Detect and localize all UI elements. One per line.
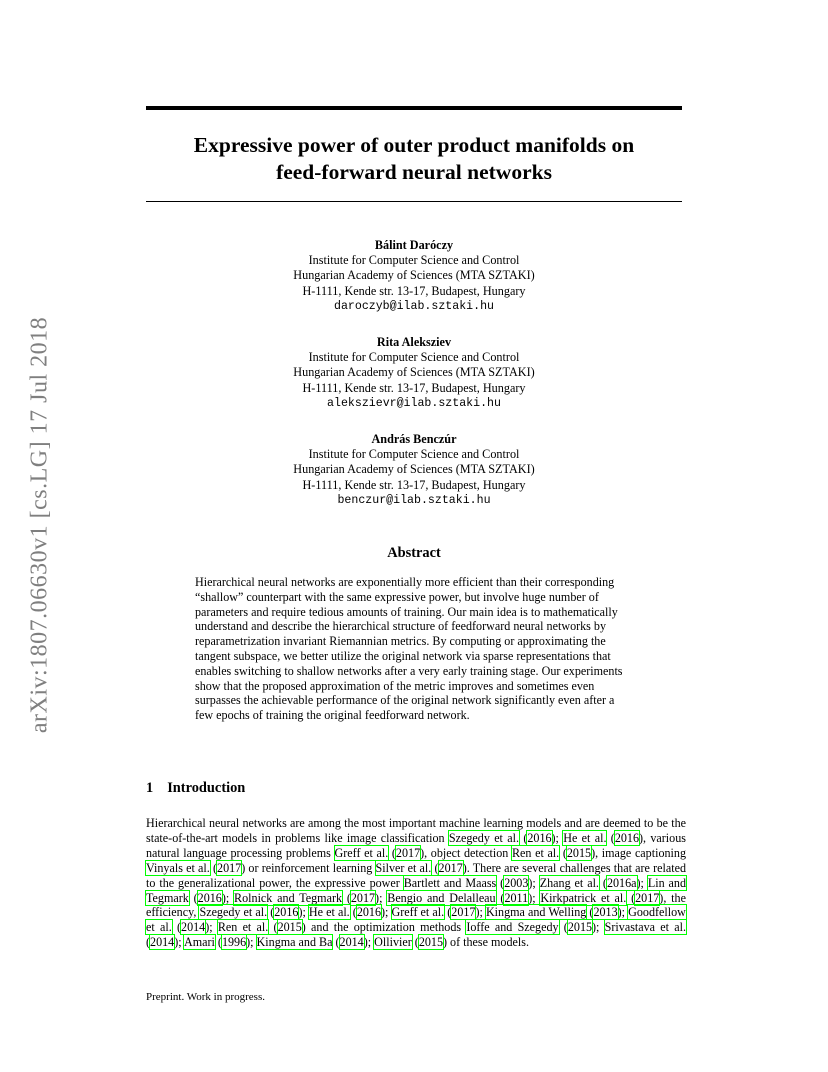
citation-link[interactable]: Greff et al. bbox=[334, 845, 389, 860]
intro-text-span: ( bbox=[349, 905, 357, 920]
citation-link[interactable]: Szegedy et al. bbox=[448, 830, 519, 845]
citation-link[interactable]: 2011 bbox=[504, 890, 529, 905]
intro-text-span: ); bbox=[636, 875, 648, 890]
author-affiliation: Hungarian Academy of Sciences (MTA SZTAKI) bbox=[293, 365, 535, 380]
intro-text-span: ), the efficiency, bbox=[146, 890, 686, 920]
intro-text-span: ), various natural language processing problems bbox=[146, 830, 686, 860]
abstract-text: Hierarchical neural networks are exponentially more efficient than their corresponding “shallow” counterpart with the same expressive power, but involve huge number of parameters and require tedious amounts of training. Our main idea is to mathematically understand and describe the hierarchical structure of feedforward neural networks by reparametrization invariant Riemannian metrics. By computing or approximating the tangent subspace, we better utilize the original network via sparse representations that enables switching to shallow networks after a very early training stage. Our experiments show that the proposed approximation of the metric improves and sometimes even surpasses the achievable performance of the original network significantly even after a few epochs of training the original feedforward network. bbox=[195, 575, 623, 723]
citation-link[interactable]: Goodfellow et al. bbox=[146, 905, 686, 935]
intro-text-span: ( bbox=[606, 830, 615, 845]
intro-text-span: ); bbox=[551, 830, 564, 845]
citation-link[interactable]: Kirkpatrick et al. bbox=[540, 890, 627, 905]
abstract-heading: Abstract bbox=[387, 545, 441, 561]
title-rule-bottom bbox=[146, 201, 682, 202]
citation-link[interactable]: 2003 bbox=[504, 875, 529, 890]
author-address: H-1111, Kende str. 13-17, Budapest, Hungary bbox=[302, 477, 526, 492]
author-email: alekszievr@ilab.sztaki.hu bbox=[327, 396, 501, 410]
citation-link[interactable]: 2017 bbox=[350, 890, 376, 905]
author-affiliation: Hungarian Academy of Sciences (MTA SZTAKI) bbox=[293, 462, 535, 477]
intro-text-span: ); bbox=[475, 905, 486, 920]
citation-link[interactable]: He et al. bbox=[563, 830, 607, 845]
citation-link[interactable]: Ioffe and Szegedy bbox=[466, 920, 559, 935]
intro-text-span: ) or reinforcement learning bbox=[241, 860, 376, 875]
author-affiliation: Institute for Computer Science and Control bbox=[308, 253, 520, 268]
citation-link[interactable]: Ollivier bbox=[374, 935, 412, 950]
title-rule-top bbox=[146, 106, 682, 110]
intro-text-span: Hierarchical neural networks are among the most important machine learning models and are deemed to be the state-of-the-art models in problems like image classification bbox=[146, 816, 686, 845]
citation-link[interactable]: 2016a bbox=[606, 875, 637, 890]
intro-text-span: ) of these models. bbox=[443, 935, 529, 950]
intro-text-span: ( bbox=[626, 890, 636, 905]
intro-text-span: ); bbox=[381, 905, 392, 920]
intro-text-span: ); bbox=[246, 935, 257, 950]
citation-link[interactable]: 2013 bbox=[593, 905, 618, 920]
intro-text-span: ), image captioning bbox=[591, 845, 686, 860]
intro-text-span: ). There are several challenges that are related to the generalizational power, the expressive power bbox=[146, 860, 686, 890]
citation-link[interactable]: Vinyals et al. bbox=[146, 860, 210, 875]
intro-text-span: ( bbox=[267, 905, 275, 920]
citation-link[interactable]: 2016 bbox=[274, 905, 299, 920]
intro-text-span: ( bbox=[444, 905, 452, 920]
author-address: H-1111, Kende str. 13-17, Budapest, Hungary bbox=[302, 283, 526, 298]
arxiv-sidebar bbox=[20, 295, 60, 755]
intro-text-span: ( bbox=[209, 860, 218, 875]
citation-link[interactable]: 2016 bbox=[356, 905, 382, 920]
citation-link[interactable]: Bengio and Delalleau bbox=[387, 890, 496, 905]
intro-text-span: ( bbox=[214, 935, 222, 950]
author-name: Bálint Daróczy bbox=[374, 238, 454, 252]
author-address: H-1111, Kende str. 13-17, Budapest, Hungary bbox=[302, 380, 526, 395]
intro-text-span: ( bbox=[171, 920, 182, 935]
intro-text-span: ); bbox=[375, 890, 388, 905]
intro-text-span: ( bbox=[268, 920, 278, 935]
intro-text-span: ); bbox=[298, 905, 309, 920]
citation-link[interactable]: He et al. bbox=[308, 905, 350, 920]
citation-link[interactable]: 2017 bbox=[635, 890, 660, 905]
intro-text-span: ( bbox=[586, 905, 594, 920]
intro-text-span: ); bbox=[617, 905, 629, 920]
intro-text-span: ( bbox=[559, 845, 567, 860]
citation-link[interactable]: Szegedy et al. bbox=[199, 905, 268, 920]
author-block-3 bbox=[146, 432, 682, 508]
author-affiliation: Institute for Computer Science and Control bbox=[308, 447, 520, 462]
citation-link[interactable]: 2015 bbox=[418, 935, 443, 950]
citation-link[interactable]: Kingma and Welling bbox=[485, 905, 587, 920]
citation-link[interactable]: 2017 bbox=[451, 905, 476, 920]
author-block-2 bbox=[146, 335, 682, 411]
intro-text-span: ( bbox=[188, 890, 198, 905]
author-block-1 bbox=[146, 238, 682, 314]
intro-text-span: ); bbox=[363, 935, 375, 950]
section-number: 1 bbox=[146, 780, 154, 796]
title-line-1: Expressive power of outer product manifolds on bbox=[193, 133, 635, 157]
intro-text-span: ( bbox=[146, 935, 151, 950]
citation-link[interactable]: Kingma and Ba bbox=[256, 935, 333, 950]
citation-link[interactable]: Zhang et al. bbox=[539, 875, 599, 890]
citation-link[interactable]: Silver et al. bbox=[375, 860, 432, 875]
section-heading bbox=[146, 780, 245, 797]
paper-title bbox=[146, 132, 682, 186]
citation-link[interactable]: Srivastava et al. bbox=[604, 920, 687, 935]
citation-link[interactable]: 2014 bbox=[181, 920, 206, 935]
citation-link[interactable]: 2015 bbox=[566, 845, 592, 860]
citation-link[interactable]: 2016 bbox=[197, 890, 222, 905]
author-email: benczur@ilab.sztaki.hu bbox=[337, 493, 491, 507]
author-name: Rita Aleksziev bbox=[376, 335, 452, 349]
intro-text-span: ( bbox=[388, 845, 396, 860]
citation-link[interactable]: 2017 bbox=[438, 860, 463, 875]
intro-text-span: ); bbox=[221, 890, 235, 905]
citation-link[interactable]: 2014 bbox=[150, 935, 175, 950]
section-title: Introduction bbox=[167, 780, 246, 796]
title-line-2: feed-forward neural networks bbox=[276, 160, 552, 184]
citation-link[interactable]: 2017 bbox=[395, 845, 421, 860]
citation-link[interactable]: Rolnick and Tegmark bbox=[234, 890, 343, 905]
citation-link[interactable]: 2014 bbox=[339, 935, 364, 950]
intro-text-span: ); bbox=[592, 920, 605, 935]
intro-text-span: ( bbox=[598, 875, 607, 890]
citation-link[interactable]: 2017 bbox=[217, 860, 242, 875]
intro-text-span: ); bbox=[205, 920, 218, 935]
intro-text-span: ( bbox=[411, 935, 419, 950]
author-affiliation: Hungarian Academy of Sciences (MTA SZTAKI) bbox=[293, 268, 535, 283]
intro-text-span: ( bbox=[558, 920, 568, 935]
citation-link[interactable]: Ren et al. bbox=[511, 845, 560, 860]
author-name: András Benczúr bbox=[371, 432, 457, 446]
citation-link[interactable]: Lin and Tegmark bbox=[146, 875, 687, 905]
intro-text-span: ) and the optimization methods bbox=[301, 920, 467, 935]
introduction-paragraph bbox=[146, 816, 686, 950]
citation-link[interactable]: Ren et al. bbox=[217, 920, 269, 935]
intro-text-span: ( bbox=[431, 860, 439, 875]
intro-text-span: ( bbox=[495, 890, 505, 905]
intro-text-span: ( bbox=[519, 830, 528, 845]
citation-link[interactable]: 2016 bbox=[527, 830, 552, 845]
citation-link[interactable]: 2015 bbox=[567, 920, 593, 935]
intro-text-span: ( bbox=[496, 875, 505, 890]
author-email: daroczyb@ilab.sztaki.hu bbox=[333, 299, 495, 313]
intro-text-span: ); bbox=[528, 890, 541, 905]
citation-link[interactable]: Amari bbox=[183, 935, 215, 950]
author-affiliation: Institute for Computer Science and Control bbox=[308, 350, 520, 365]
intro-text-span: ( bbox=[332, 935, 340, 950]
intro-text-span: ( bbox=[342, 890, 351, 905]
footnote: Preprint. Work in progress. bbox=[146, 991, 265, 1003]
arxiv-stamp: arXiv:1807.06630v1 [cs.LG] 17 Jul 2018 bbox=[26, 316, 53, 734]
citation-link[interactable]: 2016 bbox=[614, 830, 639, 845]
citation-link[interactable]: Bartlett and Maass bbox=[403, 875, 497, 890]
citation-link[interactable]: 2015 bbox=[277, 920, 302, 935]
citation-link[interactable]: 1996 bbox=[221, 935, 247, 950]
intro-text-span: ), object detection bbox=[420, 845, 512, 860]
intro-text-span: ); bbox=[528, 875, 540, 890]
intro-text-span: ); bbox=[174, 935, 184, 950]
citation-link[interactable]: Greff et al. bbox=[391, 905, 445, 920]
